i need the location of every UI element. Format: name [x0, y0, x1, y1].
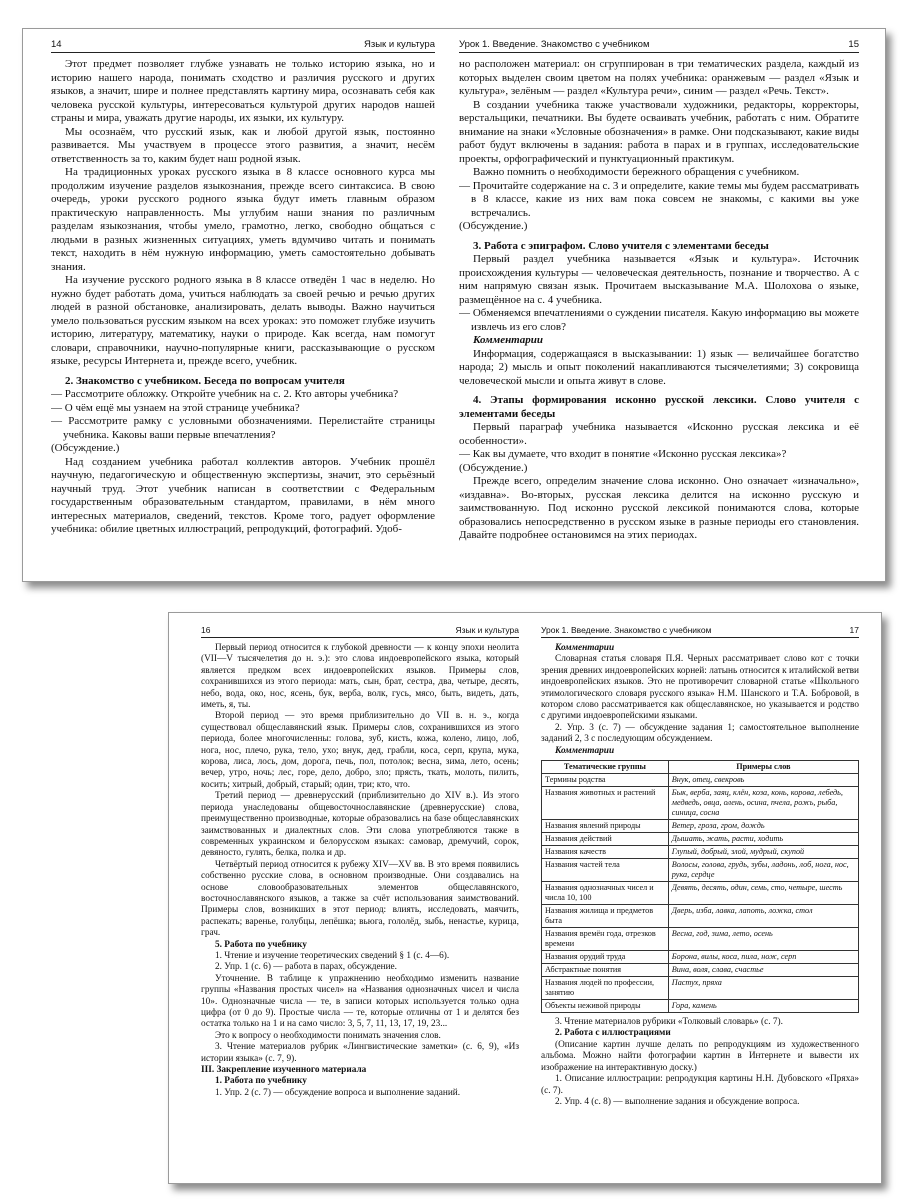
table-header-cell: Тематические группы	[542, 761, 669, 774]
page-header	[459, 29, 859, 53]
table-cell: Названия животных и растений	[542, 787, 669, 820]
section-heading: 5. Работа по учебнику	[215, 939, 307, 950]
list-item: 2. Упр. 1 (с. 6) — работа в парах, обсуждение.	[215, 962, 398, 973]
table-row	[542, 964, 859, 977]
question-item: — Как вы думаете, что входит в понятие «Исконно русская лексика»?	[459, 448, 787, 460]
table-cell: Названия явлений природы	[542, 820, 669, 833]
table-cell: Волосы, голова, грудь, зубы, ладонь, лоб, нога, нос, рука, сердце	[668, 859, 858, 882]
table-cell: Названия времён года, отрезков времени	[542, 928, 669, 951]
paragraph: но расположен материал: он сгруппирован в три тематических раздела, каждый из которых выделен своим цветом на полях учебника: оранжевым — раздел «Язык и культура», зелёным — раздел «Культура речи», синим — раздел «Речь. Текст».	[459, 58, 859, 97]
table-cell: Ветер, гроза, гром, дождь	[668, 820, 858, 833]
discussion-note: (Обсуждение.)	[459, 461, 528, 474]
paragraph: Словарная статья словаря П.Я. Черных рассматривает слово кот с точки зрения древних индоевропейских корней: латынь относится к италийской ветви индоевропейских языков. Это не противоречит словарной статье «Школьного этимологического словаря русского языка» Н.М. Шанского и Т.А. Бобровой, в котором слово рассматривается как общеславянское, но указывается и родство с другими индоевропейскими языками.	[541, 654, 859, 722]
list-item: 1. Описание иллюстрации: репродукция картины Н.Н. Дубовского «Пряха» (с. 7).	[541, 1074, 859, 1096]
table-row	[542, 1000, 859, 1013]
paragraph: В создании учебника также участвовали художники, редакторы, корректоры, верстальщики, печатники. Вы будете осваивать учебник, работать с ним. Обратите внимание на знаки «Условные обозначения» в рамке. Они подсказывают, какие виды работ будут включены в задания: работа в парах и в группах, исследовательские проекты, орфографический и пунктуационный практикум.	[459, 98, 859, 165]
table-cell: Гора, камень	[668, 1000, 858, 1013]
paragraph: Третий период — древнерусский (приблизительно до XIV в.). Из этого периода унаследованы общевосточнославянские (древнерусские) слова, преимущественно производные, которые образовались на базе общеславянских заимствованных и диалектных слов. Эти слова употребляются также в современных украинском и белорусском языках: самовар, дремучий, сорок, девяносто, гулять, белка, полка и др.	[201, 791, 519, 859]
table-cell: Объекты неживой природы	[542, 1000, 669, 1013]
list-item: 1. Чтение и изучение теоретических сведений § 1 (с. 4—6).	[215, 950, 450, 961]
list-item: 2. Упр. 3 (с. 7) — обсуждение задания 1; самостоятельное выполнение заданий 2, 3 с последующим обсуждением.	[541, 722, 859, 745]
paragraph: Этот предмет позволяет глубже узнавать не только историю языка, но и историю нашего народа, понимать сходство и различия русского и других языков, а значит, шире и полнее представлять картину мира, осознавать себя как человека русской культуры, интересоваться культурой других народов нашей страны и мира, уважать другие народы, их языки, их культуру.	[51, 58, 435, 124]
table-cell: Названия действий	[542, 833, 669, 846]
question-item: — О чём ещё мы узнаем на этой странице учебника?	[51, 401, 300, 414]
table-cell: Весна, год, зима, лето, осень	[668, 928, 858, 951]
section-heading: 4. Этапы формирования исконно русской лексики. Слово учителя с элементами беседы	[459, 394, 859, 420]
page-15	[459, 29, 859, 581]
table-row	[542, 820, 859, 833]
paragraph: Четвёртый период относится к рубежу XIV—XV вв. В это время появились собственно русские слова, в основном производные. Они создавались на основе словообразовательных элементов общеславянского, восточнославянского языков, а также за счёт использования заимствований. Примеры слов, возникших в этот период: влиять, исследовать, маячить, распекать; варенье, голубцы, лепёшка; вьюга, гололёд, зыбь, ненастье, курица, грач.	[201, 859, 519, 939]
paragraph: Важно помнить о необходимости бережного обращения с учебником.	[473, 166, 800, 178]
question-item: — Рассмотрите рамку с условными обозначениями. Перелистайте страницы учебника. Каковы ваши первые впечатления?	[51, 415, 435, 441]
comments-heading: Комментарии	[555, 643, 615, 653]
question-item: — Обменяемся впечатлениями о суждении писателя. Какую информацию вы можете извлечь из его слов?	[459, 307, 859, 333]
table-cell: Бык, верба, заяц, клён, коза, конь, корова, лебедь, медведь, овца, олень, осина, пчела, рожь, рыба, синица, сосна	[668, 787, 858, 820]
table-row	[542, 951, 859, 964]
running-head: Язык и культура	[363, 39, 435, 50]
page-number: 14	[51, 39, 62, 50]
table-header-row	[542, 761, 859, 774]
paragraph: Над созданием учебника работал коллектив авторов. Учебник прошёл научную, педагогическую и общественную экспертизы, значит, это серьёзный научный труд. Этот учебник написан в соответствии с Федеральным государственным образовательным стандартом, правилами, в нём много интересных материалов, сведений, текстов. Кроме того, радует оформление учебника: обилие цветных иллюстраций, репродукций, фотографий. Удоб-	[51, 455, 435, 535]
table-row	[542, 882, 859, 905]
paragraph: Первый параграф учебника называется «Исконно русская лексика и её особенности».	[459, 421, 859, 447]
table-cell: Вина, воля, слава, счастье	[668, 964, 858, 977]
table-row	[542, 928, 859, 951]
page-header	[201, 613, 519, 638]
paragraph: Первый раздел учебника называется «Язык и культура». Источник происхождения культуры — человеческая деятельность, познание и творчество. А с ним напрямую связан язык. Прочитаем высказывание М.А. Шолохова о языке, размещённое на с. 4 учебника.	[459, 253, 859, 306]
table-cell: Названия однозначных чисел и числа 10, 100	[542, 882, 669, 905]
paragraph: Прежде всего, определим значение слова исконно. Оно означает «изначально», «издавна». Во-вторых, русская лексика делится на исконно русскую и заимствованную. Под исконно русской лексикой понимаются слова, которые образовались непосредственно в русском языке в разные периоды его становления. Давайте подробнее остановимся на этих периодах.	[459, 475, 859, 541]
table-cell: Дышать, жать, расти, ходить	[668, 833, 858, 846]
comments-heading: Комментарии	[473, 334, 543, 346]
table-row	[542, 833, 859, 846]
list-item: 2. Упр. 4 (с. 8) — выполнение задания и обсуждение вопроса.	[555, 1096, 800, 1107]
paragraph: Информация, содержащаяся в высказывании: 1) язык — величайшее богатство народа; 2) мысль и опыт поколений накапливаются тысячелетиями; 3) сокровища человеческой мысли и опыта живут в слове.	[459, 347, 859, 387]
table-cell: Термины родства	[542, 774, 669, 787]
page-header	[51, 29, 435, 53]
page-number: 15	[848, 39, 859, 50]
paragraph: На изучение русского родного языка в 8 классе отведён 1 час в неделю. Но нужно будет работать дома, учиться наблюдать за своей речью и речью других людей в разной обстановке, анализировать, делать выводы. Важно научиться умело пользоваться русским языком на всех уроках: это поможет глубже изучить историю, литературу, математику, науки о природе. Как всегда, нам помогут словари, справочники, научно-популярные книги, рассказывающие о русском языке, ресурсы Интернета и, прежде всего, учебник.	[51, 274, 435, 367]
book-spread-1	[22, 28, 886, 582]
table-cell: Внук, отец, свекровь	[668, 774, 858, 787]
page-17	[541, 613, 859, 1183]
table-row	[542, 787, 859, 820]
comments-heading: Комментарии	[555, 745, 615, 756]
section-heading: III. Закрепление изученного материала	[201, 1065, 367, 1076]
question-item: — Рассмотрите обложку. Откройте учебник на с. 2. Кто авторы учебника?	[51, 388, 399, 400]
paragraph: Это к вопросу о необходимости понимать значения слов.	[215, 1030, 441, 1041]
table-cell: Абстрактные понятия	[542, 964, 669, 977]
table-header-cell: Примеры слов	[668, 761, 858, 774]
table-cell: Глупый, добрый, злой, мудрый, скупой	[668, 846, 858, 859]
table-row	[542, 859, 859, 882]
section-heading: 2. Работа с иллюстрациями	[555, 1028, 671, 1039]
running-head: Урок 1. Введение. Знакомство с учебником	[541, 625, 712, 635]
section-heading: 2. Знакомство с учебником. Беседа по вопросам учителя	[65, 374, 345, 387]
table-cell: Пастух, пряха	[668, 977, 858, 1000]
paragraph: Первый период относится к глубокой древности — к концу эпохи неолита (VII—V тысячелетия до н. э.): это слова индоевропейского языка, который является предком всех индоевропейских языков. Примеры слов, сохранившихся из этого периода: мать, сын, брат, сестра, два, четыре, десять, небо, вода, око, нос, ясень, бук, верба, волк, гусь, мясо, быть, видеть, дать, иметь, я, ты.	[201, 643, 519, 711]
page-16	[201, 613, 519, 1183]
page-header	[541, 613, 859, 638]
table-cell: Названия жилища и предметов быта	[542, 905, 669, 928]
page-text	[201, 643, 519, 1099]
paragraph: На традиционных уроках русского языка в 8 классе основного курса мы продолжим изучение разделов языкознания, прежде всего синтаксиса. В свою очередь, уроки русского родного языка будут иметь главным образом практическую направленность. Мы углубим наши знания по различным разделам языкознания, чтобы умело, грамотно, легко, свободно общаться с людьми в разных жизненных ситуациях, уметь вдумчиво читать и понимать текст, находить в нём нужную информацию, уметь самостоятельно добывать знания.	[51, 166, 435, 273]
discussion-note: (Обсуждение.)	[459, 220, 528, 232]
table-cell: Девять, десять, один, семь, сто, четыре, шесть	[668, 882, 858, 905]
book-spread-2	[168, 612, 882, 1184]
question-item: — Прочитайте содержание на с. 3 и определите, какие темы мы будем рассматривать в 8 классе, какие из них вам пока совсем не знакомы, с какими вы уже встречались.	[459, 179, 859, 219]
running-head: Урок 1. Введение. Знакомство с учебником	[459, 39, 650, 50]
list-item: 3. Чтение материалов рубрик «Лингвистические заметки» (с. 6, 9), «Из истории языка» (с. 7, 9).	[201, 1042, 519, 1064]
page-text	[541, 643, 859, 1108]
page-text	[51, 58, 435, 537]
clarification: Уточнение. В таблице к упражнению необходимо изменить название группы «Названия простых чисел» на «Названия однозначных чисел и числа 10». Однозначные числа — те, в записи которых используется только одна цифра (от 0 до 9). Простые числа — те, которые отличны от 1 и делятся без остатка только на 1 и на само число: 3, 5, 7, 11, 13, 17, 19, 23...	[201, 973, 519, 1030]
table-cell: Названия людей по профессии, занятию	[542, 977, 669, 1000]
discussion-note: (Обсуждение.)	[51, 442, 120, 454]
table-cell: Дверь, изба, лавка, лапоть, ложка, стол	[668, 905, 858, 928]
thematic-groups-table	[541, 760, 859, 1013]
paragraph: Второй период — это время приблизительно до VII в. н. э., когда существовал общеславянский язык. Примеры слов, сохранившихся из этого периода, более многочисленны: голова, зуб, кисть, кожа, колено, лицо, лоб, нога, нос, плечо, рука, тело, ухо; внук, дед, грабли, коса, серп, крупа, мука, корова, лиса, лось, дом, дорога, печь, пол, потолок; весна, зима, лето, осень; вечер, утро, ночь; лес, горе, дело, добро, зло; прясть, ткать, молоть, пилить, косить; хитрый, добрый, старый; один, три; кто, что.	[201, 711, 519, 790]
table-cell: Названия частей тела	[542, 859, 669, 882]
table-row	[542, 977, 859, 1000]
page-number: 16	[201, 625, 211, 635]
list-item: 3. Чтение материалов рубрики «Толковый словарь» (с. 7).	[555, 1017, 783, 1028]
page-number: 17	[849, 625, 859, 635]
table-cell: Борона, вилы, коса, пила, нож, серп	[668, 951, 858, 964]
list-item: 1. Упр. 2 (с. 7) — обсуждение вопроса и выполнение заданий.	[215, 1087, 461, 1098]
paragraph: Мы осознаём, что русский язык, как и любой другой язык, постоянно развивается. Мы участвуем в процессе этого развития, а значит, несём ответственность за то, каким будет наш родной язык.	[51, 125, 435, 165]
table-row	[542, 905, 859, 928]
section-heading: 1. Работа по учебнику	[215, 1076, 307, 1087]
paragraph: (Описание картин лучше делать по репродукциям из художественного альбома. Можно найти фотографии картин в Интернете и вывести их изображение на интерактивную доску.)	[541, 1039, 859, 1073]
page-text	[459, 58, 859, 543]
table-row	[542, 774, 859, 787]
page-14	[51, 29, 435, 581]
table-cell: Названия орудий труда	[542, 951, 669, 964]
table-row	[542, 846, 859, 859]
section-heading: 3. Работа с эпиграфом. Слово учителя с элементами беседы	[473, 239, 769, 252]
table-cell: Названия качеств	[542, 846, 669, 859]
running-head: Язык и культура	[455, 625, 519, 635]
